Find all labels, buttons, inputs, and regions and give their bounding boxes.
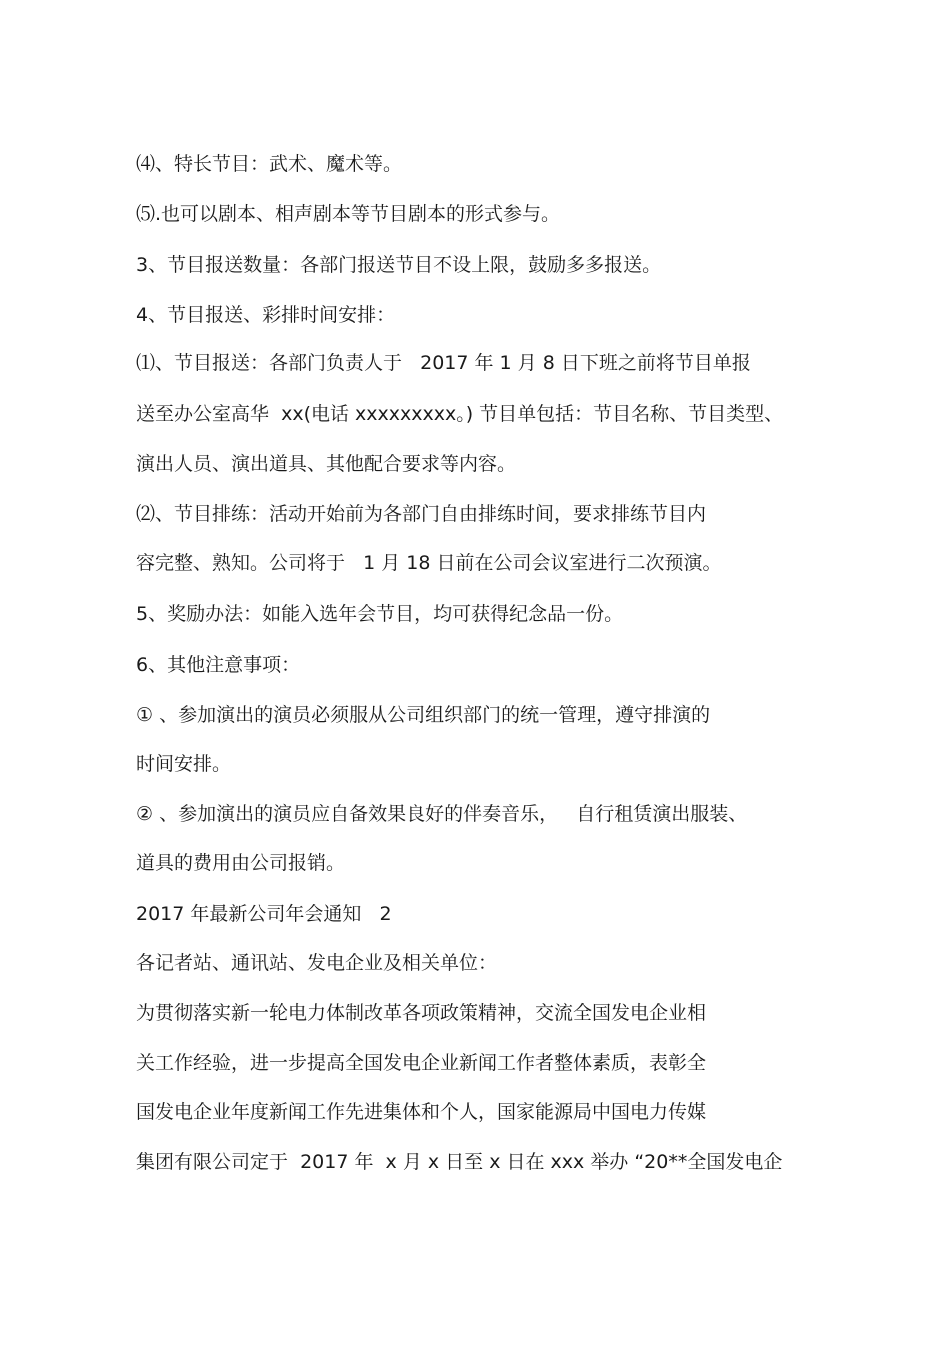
text-line-section-5: 5、奖励办法：如能入选年会节目，均可获得纪念品一份。: [136, 603, 624, 625]
text-line-note-1a: ① 、参加演出的演员必须服从公司组织部门的统一管理，遵守排演的: [136, 704, 711, 726]
text-line-section-6-heading: 6、其他注意事项：: [136, 654, 301, 676]
text-line-submission-3: 演出人员、演出道具、其他配合要求等内容。: [136, 453, 517, 475]
text-line-section-3: 3、节目报送数量：各部门报送节目不设上限，鼓励多多报送。: [136, 254, 662, 276]
text-line-note-1b: 时间安排。: [136, 753, 232, 775]
text-line-note-2a: ② 、参加演出的演员应自备效果良好的伴奏音乐， 自行租赁演出服装、: [136, 803, 748, 825]
text-line-salutation: 各记者站、通讯站、发电企业及相关单位：: [136, 952, 498, 974]
text-line-body-3: 国发电企业年度新闻工作先进集体和个人，国家能源局中国电力传媒: [136, 1101, 707, 1123]
text-line-submission-2: 送至办公室高华 xx(电话 xxxxxxxxx。) 节目单包括：节目名称、节目类型、: [136, 403, 784, 425]
text-line-item-4: ⑷、特长节目：武术、魔术等。: [136, 153, 403, 175]
text-line-submission-1: ⑴、节目报送：各部门负责人于 2017 年 1 月 8 日下班之前将节目单报: [136, 352, 751, 374]
text-line-rehearsal-2: 容完整、熟知。公司将于 1 月 18 日前在公司会议室进行二次预演。: [136, 552, 722, 574]
text-line-body-2: 关工作经验，进一步提高全国发电企业新闻工作者整体素质，表彰全: [136, 1052, 707, 1074]
text-line-body-4: 集团有限公司定于 2017 年 x 月 x 日至 x 日在 xxx 举办 “20**全国发电企: [136, 1151, 783, 1173]
text-line-item-5: ⑸.也可以剧本、相声剧本等节目剧本的形式参与。: [136, 203, 561, 225]
text-line-section-4-heading: 4、节目报送、彩排时间安排：: [136, 304, 396, 326]
text-line-note-2b: 道具的费用由公司报销。: [136, 852, 346, 874]
text-line-notice-2-title: 2017 年最新公司年会通知 2: [136, 903, 392, 925]
text-line-body-1: 为贯彻落实新一轮电力体制改革各项政策精神，交流全国发电企业相: [136, 1002, 707, 1024]
text-line-rehearsal-1: ⑵、节目排练：活动开始前为各部门自由排练时间，要求排练节目内: [136, 503, 707, 525]
